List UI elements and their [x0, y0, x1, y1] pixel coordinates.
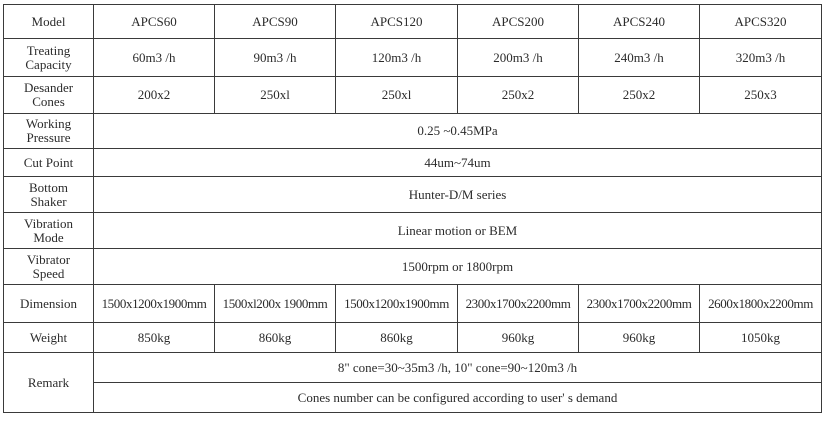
model-cell: APCS200	[458, 5, 579, 39]
weight-cell: 1050kg	[700, 323, 822, 353]
remark-label: Remark	[4, 353, 94, 413]
shaker-value: Hunter-D/M series	[94, 177, 822, 213]
model-cell: APCS240	[579, 5, 700, 39]
cones-label-line1: Desander	[23, 80, 74, 96]
capacity-label-line1: Treating	[26, 42, 71, 58]
capacity-cell: 240m3 /h	[579, 39, 700, 77]
cut-point-value: 44um~74um	[94, 149, 822, 177]
pressure-value: 0.25 ~0.45MPa	[94, 114, 822, 149]
shaker-label-line2: Shaker	[30, 193, 67, 209]
dimension-cell: 2300x1700x2200mm	[458, 285, 579, 323]
weight-cell: 860kg	[215, 323, 336, 353]
shaker-label	[4, 177, 94, 213]
weight-label: Weight	[4, 323, 94, 353]
cones-label	[4, 77, 94, 114]
vibrator-speed-label	[4, 249, 94, 285]
dimension-row	[4, 285, 822, 323]
vibrator-speed-label-line2: Speed	[32, 265, 65, 281]
shaker-row	[4, 177, 822, 213]
remark-line-2: Cones number can be configured according to user' s demand	[94, 383, 822, 413]
cones-row	[4, 77, 822, 114]
cones-cell: 250x2	[458, 77, 579, 114]
capacity-cell: 90m3 /h	[215, 39, 336, 77]
vibration-mode-label-line1: Vibration	[23, 215, 74, 231]
model-cell: APCS90	[215, 5, 336, 39]
model-row	[4, 5, 822, 39]
capacity-label	[4, 39, 94, 77]
cones-cell: 250xl	[215, 77, 336, 114]
dimension-cell: 1500x1200x1900mm	[94, 285, 215, 323]
dimension-cell: 1500x1200x1900mm	[336, 285, 458, 323]
weight-cell: 960kg	[458, 323, 579, 353]
specification-table	[3, 4, 822, 413]
cones-label-line2: Cones	[32, 94, 65, 109]
cut-point-label: Cut Point	[4, 149, 94, 177]
vibration-mode-label-line2: Mode	[33, 229, 64, 245]
remark-row-2	[4, 383, 822, 413]
vibration-mode-value: Linear motion or BEM	[94, 213, 822, 249]
weight-cell: 960kg	[579, 323, 700, 353]
vibrator-speed-row	[4, 249, 822, 285]
dimension-cell: 2600x1800x2200mm	[700, 285, 822, 323]
weight-cell: 850kg	[94, 323, 215, 353]
cones-cell: 250x2	[579, 77, 700, 114]
capacity-cell: 320m3 /h	[700, 39, 822, 77]
cones-cell: 250x3	[700, 77, 822, 114]
vibration-mode-row	[4, 213, 822, 249]
pressure-label-line1: Working	[25, 116, 72, 132]
shaker-label-line1: Bottom	[28, 179, 68, 195]
capacity-cell: 60m3 /h	[94, 39, 215, 77]
cones-cell: 250xl	[336, 77, 458, 114]
model-label: Model	[4, 5, 94, 39]
pressure-row	[4, 114, 822, 149]
pressure-label	[4, 114, 94, 149]
vibrator-speed-label-line1: Vibrator	[26, 251, 71, 267]
vibrator-speed-value: 1500rpm or 1800rpm	[94, 249, 822, 285]
capacity-cell: 120m3 /h	[336, 39, 458, 77]
cut-point-row	[4, 149, 822, 177]
capacity-row	[4, 39, 822, 77]
vibration-mode-label	[4, 213, 94, 249]
weight-cell: 860kg	[336, 323, 458, 353]
weight-row	[4, 323, 822, 353]
capacity-label-line2: Capacity	[25, 56, 72, 72]
remark-row-1	[4, 353, 822, 383]
cones-cell: 200x2	[94, 77, 215, 114]
pressure-label-line2: Pressure	[26, 130, 71, 145]
model-cell: APCS320	[700, 5, 822, 39]
spec-table-container	[3, 4, 821, 426]
dimension-cell: 2300x1700x2200mm	[579, 285, 700, 323]
capacity-cell: 200m3 /h	[458, 39, 579, 77]
model-cell: APCS120	[336, 5, 458, 39]
remark-line-1: 8" cone=30~35m3 /h, 10" cone=90~120m3 /h	[94, 353, 822, 383]
dimension-cell: 1500xl200x 1900mm	[215, 285, 336, 323]
model-cell: APCS60	[94, 5, 215, 39]
dimension-label: Dimension	[4, 285, 94, 323]
